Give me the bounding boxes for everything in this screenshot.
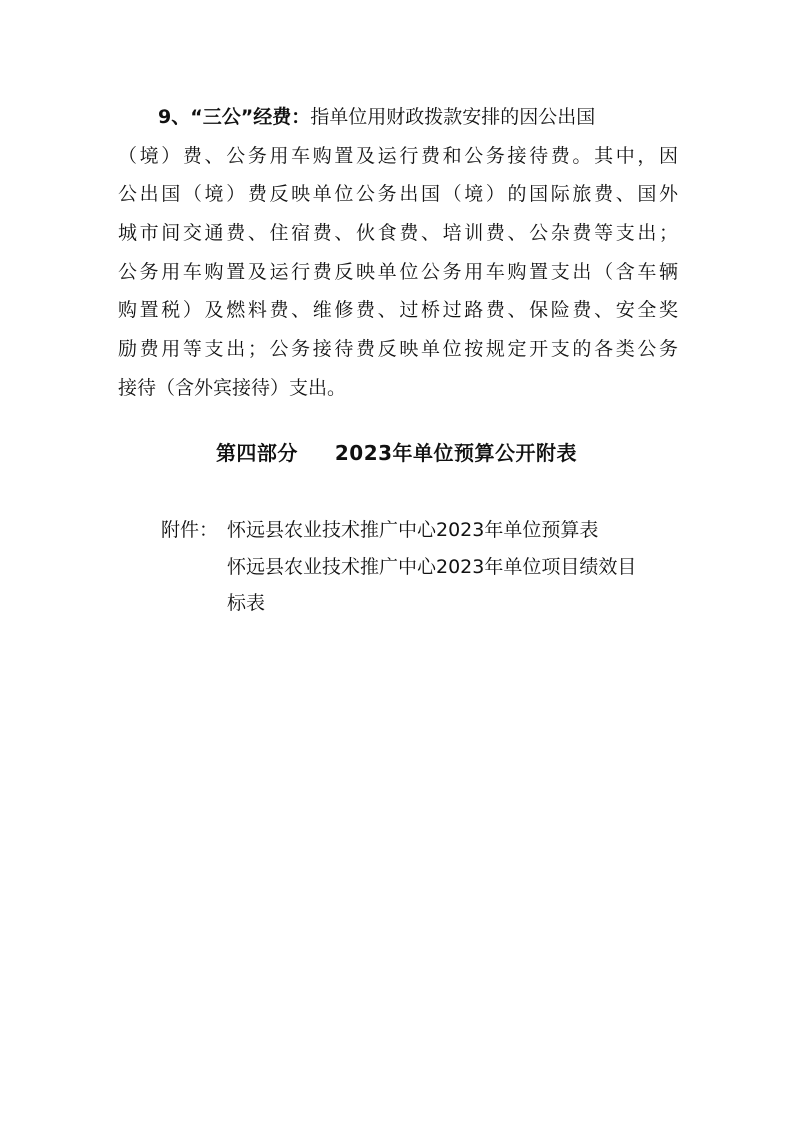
attachment-item: 怀远县农业技术推广中心2023年单位预算表: [227, 519, 599, 541]
definition-line-4: 城市间交通费、住宿费、伙食费、培训费、公杂费等支出；: [118, 222, 678, 245]
definition-line-6: 购置税）及燃料费、维修费、过桥过路费、保险费、安全奖: [118, 299, 678, 322]
section-title: 2023年单位预算公开附表: [334, 441, 578, 465]
definition-line-7: 励费用等支出；公务接待费反映单位按规定开支的各类公务: [118, 338, 678, 361]
definition-line-5: 公务用车购置及运行费反映单位公务用车购置支出（含车辆: [118, 260, 678, 283]
definition-paragraph: [118, 98, 678, 408]
definition-line-2: （境）费、公务用车购置及运行费和公务接待费。其中，因: [118, 144, 678, 167]
attachment-row-1: [161, 512, 681, 549]
attachment-item: 标表: [227, 592, 266, 614]
attachments-label: 附件：: [161, 519, 219, 541]
section-part: 第四部分: [215, 441, 298, 465]
definition-term: “三公”经费：: [190, 106, 311, 128]
definition-number: 9、: [158, 106, 191, 128]
attachment-item: 怀远县农业技术推广中心2023年单位项目绩效目: [227, 555, 637, 578]
definition-line-8: 接待（含外宾接待）支出。: [118, 376, 347, 399]
section-heading: [0, 437, 793, 466]
attachments-block: [161, 512, 681, 622]
definition-text: 指单位用财政拨款安排的因公出国: [310, 106, 596, 128]
definition-line-3: 公出国（境）费反映单位公务出国（境）的国际旅费、国外: [118, 183, 678, 206]
definition-line-1: [118, 98, 678, 137]
